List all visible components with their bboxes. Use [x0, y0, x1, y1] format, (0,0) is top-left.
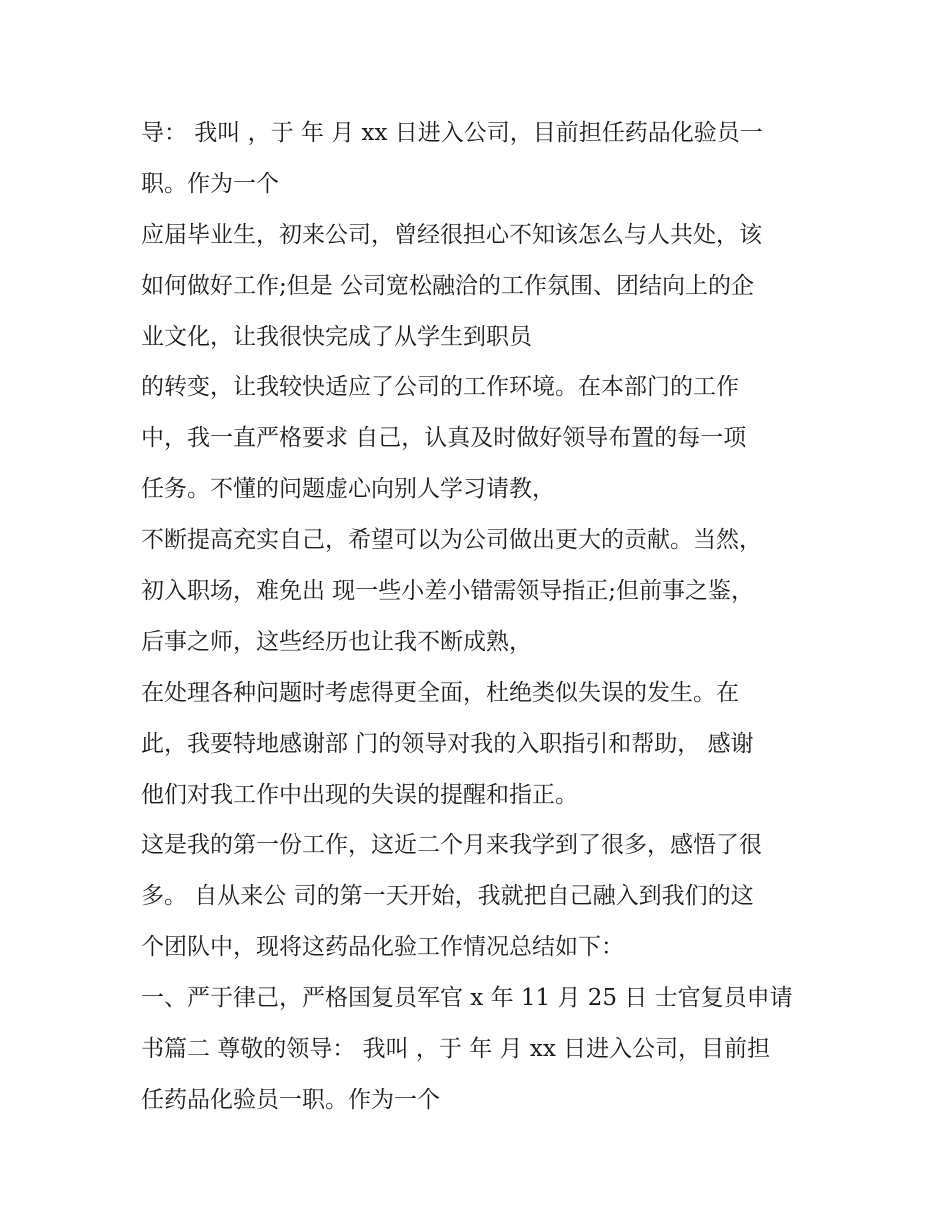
text-line: 的转变，让我较快适应了公司的工作环境。在本部门的工作	[141, 374, 739, 401]
text-line: 职。作为一个	[141, 170, 279, 197]
text-line: 书篇二 尊敬的领导： 我叫 ，于 年 月 xx 日进入公司，目前担	[141, 1036, 771, 1063]
text-line: 这是我的第一份工作，这近二个月来我学到了很多，感悟了很	[141, 832, 762, 859]
text-line: 此，我要特地感谢部 门的领导对我的入职指引和帮助， 感谢	[141, 730, 754, 757]
text-line: 如何做好工作;但是 公司宽松融洽的工作氛围、团结向上的企	[141, 272, 755, 299]
text-line: 多。 自从来公 司的第一天开始，我就把自己融入到我们的这	[141, 883, 754, 910]
text-line: 导： 我叫 ，于 年 月 xx 日进入公司，目前担任药品化验员一	[141, 120, 763, 146]
text-line: 不断提高充实自己，希望可以为公司做出更大的贡献。当然，	[141, 527, 762, 554]
text-line: 应届毕业生，初来公司，曾经很担心不知该怎么与人共处，该	[141, 221, 762, 248]
text-line: 他们对我工作中出现的失误的提醒和指正。	[141, 781, 578, 808]
text-line: 初入职场，难免出 现一些小差小错需领导指正;但前事之鉴，	[141, 578, 755, 605]
text-line: 一、严于律己，严格国复员军官 x 年 11 月 25 日 士官复员申请	[141, 985, 793, 1012]
text-line: 中，我一直严格要求 自己，认真及时做好领导布置的每一项	[141, 425, 747, 452]
document-body	[141, 108, 831, 1126]
text-line: 后事之师，这些经历也让我不断成熟，	[141, 628, 532, 655]
text-line: 个团队中，现将这药品化验工作情况总结如下：	[141, 934, 624, 961]
text-line: 任药品化验员一职。作为一个	[141, 1086, 440, 1113]
text-line: 在处理各种问题时考虑得更全面，杜绝类似失误的发生。在	[141, 679, 739, 706]
text-line: 业文化，让我很快完成了从学生到职员	[141, 323, 532, 350]
text-line: 任务。不懂的问题虚心向别人学习请教，	[141, 476, 555, 503]
